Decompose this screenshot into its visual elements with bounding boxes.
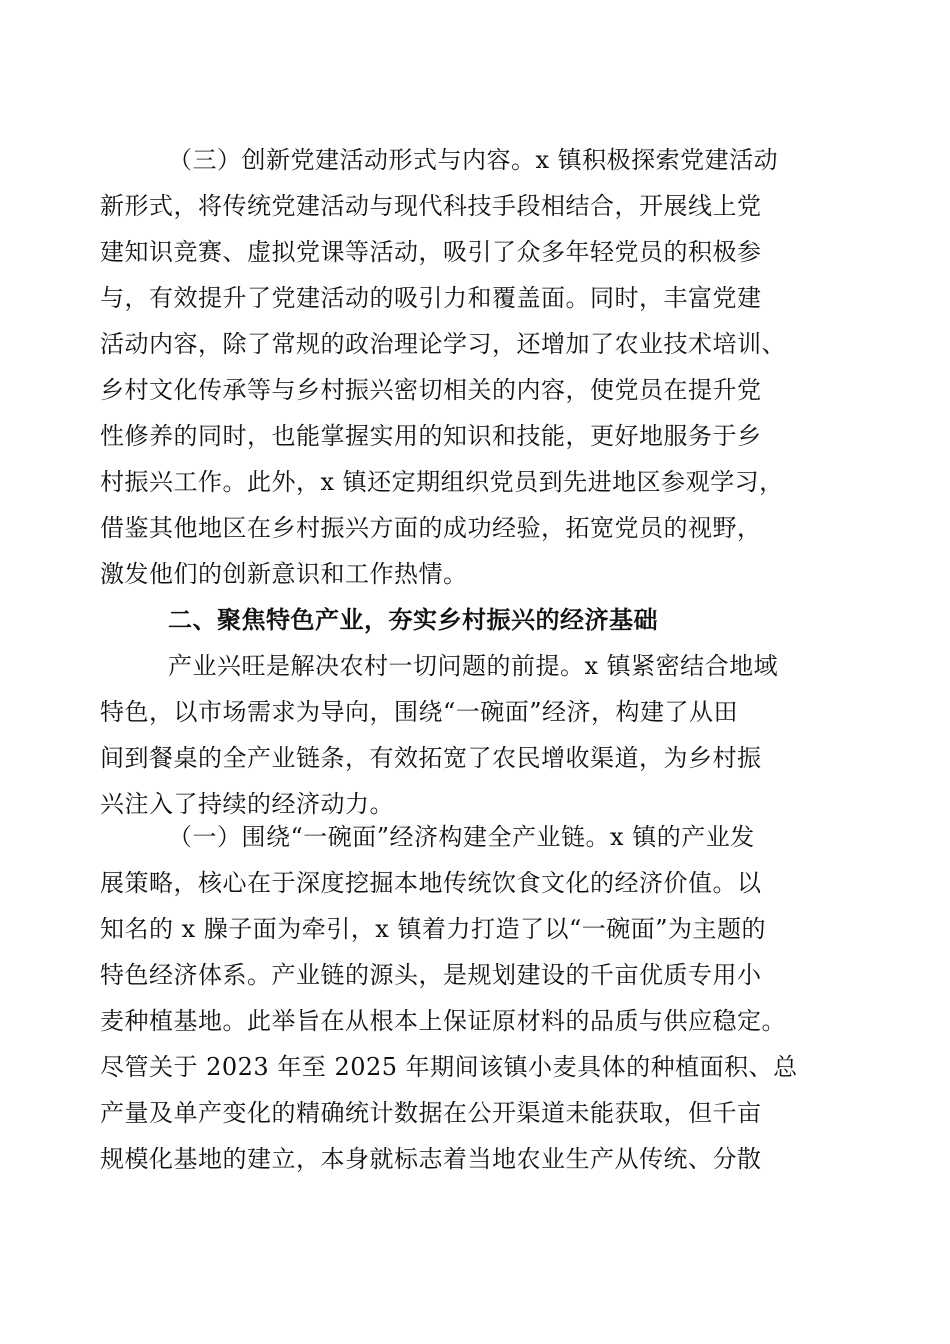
section-heading-text: 二、聚焦特色产业，夯实乡村振兴的经济基础: [168, 606, 658, 634]
paragraph-party-building-innovation: [100, 137, 855, 597]
paragraph-line: 知名的 x 臊子面为牵引，x 镇着力打造了以“一碗面”为主题的: [100, 915, 766, 943]
paragraph-line: 借鉴其他地区在乡村振兴方面的成功经验，拓宽党员的视野，: [100, 514, 762, 542]
paragraph-line: 特色，以市场需求为导向，围绕“一碗面”经济，构建了从田: [100, 698, 739, 726]
paragraph-line: 激发他们的创新意识和工作热情。: [100, 560, 468, 588]
paragraph-line: 活动内容，除了常规的政治理论学习，还增加了农业技术培训、: [100, 330, 786, 358]
paragraph-line: 产量及单产变化的精确统计数据在公开渠道未能获取，但千亩: [100, 1099, 762, 1127]
paragraph-line: （三）创新党建活动形式与内容。x 镇积极探索党建活动: [168, 146, 779, 174]
paragraph-line: （一）围绕“一碗面”经济构建全产业链。x 镇的产业发: [168, 823, 755, 851]
paragraph-line: 展策略，核心在于深度挖掘本地传统饮食文化的经济价值。以: [100, 869, 762, 897]
paragraph-line: 产业兴旺是解决农村一切问题的前提。x 镇紧密结合地域: [168, 652, 779, 680]
paragraph-line: 新形式，将传统党建活动与现代科技手段相结合，开展线上党: [100, 192, 762, 220]
paragraph-line: 规模化基地的建立，本身就标志着当地农业生产从传统、分散: [100, 1145, 762, 1173]
paragraph-line: 尽管关于 2023 年至 2025 年期间该镇小麦具体的种植面积、总: [100, 1053, 798, 1081]
paragraph-line: 麦种植基地。此举旨在从根本上保证原材料的品质与供应稳定。: [100, 1007, 786, 1035]
paragraph-line: 村振兴工作。此外，x 镇还定期组织党员到先进地区参观学习，: [100, 468, 784, 496]
paragraph-line: 兴注入了持续的经济动力。: [100, 790, 394, 818]
paragraph-line: 与，有效提升了党建活动的吸引力和覆盖面。同时，丰富党建: [100, 284, 762, 312]
paragraph-line: 乡村文化传承等与乡村振兴密切相关的内容，使党员在提升党: [100, 376, 762, 404]
paragraph-line: 间到餐桌的全产业链条，有效拓宽了农民增收渠道，为乡村振: [100, 744, 762, 772]
paragraph-line: 特色经济体系。产业链的源头，是规划建设的千亩优质专用小: [100, 961, 762, 989]
paragraph-industry-chain: [100, 814, 855, 1182]
paragraph-line: 建知识竞赛、虚拟党课等活动，吸引了众多年轻党员的积极参: [100, 238, 762, 266]
paragraph-line: 性修养的同时，也能掌握实用的知识和技能，更好地服务于乡: [100, 422, 762, 450]
paragraph-industry-intro: [100, 643, 855, 827]
section-heading: [100, 597, 855, 643]
